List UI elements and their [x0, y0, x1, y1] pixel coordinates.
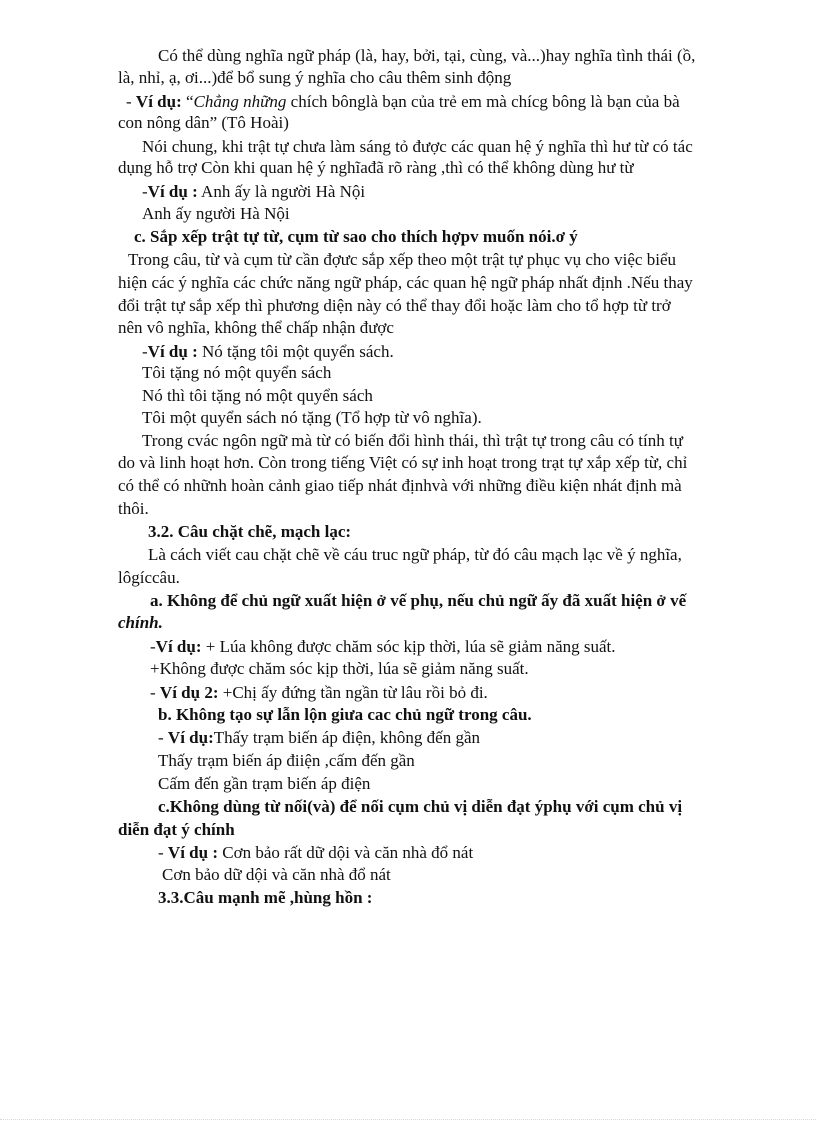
subsection-heading: chính.: [118, 613, 163, 632]
example-line: Anh ấy người Hà Nội: [142, 204, 290, 223]
example-line: [142, 182, 365, 202]
example-label: Ví dụ:: [155, 637, 202, 656]
subsection-heading: b. Không tạo sự lẫn lộn giưa cac chủ ngữ trong câu.: [158, 705, 532, 724]
paragraph-line: hiện các ý nghĩa các chức năng ngữ pháp, các quan hệ ngữ pháp nhất định .Nếu thay: [118, 273, 693, 292]
example-text: Anh ấy là người Hà Nội: [197, 182, 366, 201]
dash: -: [158, 728, 168, 747]
example-line: [126, 92, 680, 112]
example-label: Ví dụ:: [135, 92, 182, 111]
subsection-heading: diễn đạt ý chính: [118, 820, 235, 839]
example-text: Thấy trạm biến áp điện, không đến gần: [213, 728, 481, 747]
example-line: +Không được chăm sóc kịp thời, lúa sẽ giảm năng suất.: [150, 659, 529, 678]
paragraph-line: con nông dân” (Tô Hoài): [118, 113, 289, 132]
example-text: Nó tặng tôi một quyển sách.: [197, 342, 394, 361]
section-heading: 3.3.Câu mạnh mẽ ,hùng hồn :: [158, 888, 373, 907]
example-text: Cơn bảo rất dữ dội và căn nhà đổ nát: [218, 843, 474, 862]
paragraph-line: là, nhỉ, ạ, ơi...)để bổ sung ý nghĩa cho câu thêm sinh động: [118, 68, 512, 87]
paragraph-line: nên vô nghĩa, không thể chấp nhận được: [118, 318, 394, 337]
example-line: Thấy trạm biến áp điiện ,cấm đến gần: [158, 751, 415, 770]
example-label: Ví dụ:: [167, 728, 214, 747]
dash: -: [142, 182, 148, 201]
paragraph-line: dụng hỗ trợ Còn khi quan hệ ý nghĩađã rõ ràng ,thì có thể không dùng hư từ: [118, 158, 634, 177]
example-line: Tôi một quyển sách nó tặng (Tổ hợp từ vô nghĩa).: [142, 408, 482, 427]
dash: -: [126, 92, 136, 111]
example-line: [150, 683, 488, 703]
subsection-heading: a. Không để chủ ngữ xuất hiện ở vế phụ, nếu chủ ngữ ấy đã xuất hiện ở vế: [150, 591, 687, 610]
example-text: + Lúa không được chăm sóc kịp thời, lúa sẽ giảm năng suất.: [201, 637, 616, 656]
example-label: Ví dụ :: [147, 182, 198, 201]
section-heading: c. Sắp xếp trật tự từ, cụm từ sao cho thích hợpv muốn nói.ơ ý: [134, 227, 578, 246]
example-line: Tôi tặng nó một quyển sách: [142, 363, 332, 382]
example-line: [158, 728, 480, 748]
dash: -: [150, 683, 160, 702]
example-line: [158, 843, 473, 863]
paragraph-line: Có thể dùng nghĩa ngữ pháp (là, hay, bởi, tại, cùng, và...)hay nghĩa tình thái (ồ,: [158, 46, 696, 65]
subsection-heading: c.Không dùng từ nối(và) để nối cụm chủ vị diễn đạt ýphụ với cụm chủ vị: [158, 797, 683, 816]
paragraph-line: Là cách viết cau chặt chẽ về cáu truc ngữ pháp, từ đó câu mạch lạc về ý nghĩa,: [148, 545, 682, 564]
example-line: Nó thì tôi tặng nó một quyển sách: [142, 386, 373, 405]
page-bottom-divider: [0, 1119, 816, 1120]
example-label: Ví dụ :: [147, 342, 198, 361]
paragraph-line: thôi.: [118, 499, 149, 518]
dash: -: [150, 637, 156, 656]
section-heading: 3.2. Câu chặt chẽ, mạch lạc:: [148, 522, 352, 541]
paragraph-line: Nói chung, khi trật tự chưa làm sáng tỏ được các quan hệ ý nghĩa thì hư từ có tác: [142, 137, 693, 156]
dash: -: [158, 843, 168, 862]
example-label: Ví dụ :: [167, 843, 218, 862]
paragraph-line: Trong cvác ngôn ngữ mà từ có biến đổi hình thái, thì trật tự trong câu có tính tự: [142, 431, 683, 450]
example-text: chích bônglà bạn của trẻ em mà chícg bông là bạn của bà: [286, 92, 680, 111]
paragraph-line: Trong câu, từ và cụm từ cần đợưc sắp xếp theo một trật tự phục vụ cho việc biểu: [128, 250, 677, 269]
example-label: Ví dụ 2:: [159, 683, 219, 702]
dash: -: [142, 342, 148, 361]
example-text: +Chị ấy đứng tần ngần từ lâu rồi bỏ đi.: [218, 683, 488, 702]
italic-phrase: Chẳng những: [193, 92, 287, 111]
example-line: [150, 637, 616, 657]
paragraph-line: đổi trật tự sắp xếp thì phương diện này có thể thay đổi hoặc làm cho tổ hợp từ trở: [118, 296, 671, 315]
example-line: Cơn bảo dữ dội và căn nhà đổ nát: [162, 865, 391, 884]
example-line: [142, 342, 394, 362]
example-line: Cấm đến gần trạm biến áp điện: [158, 774, 371, 793]
paragraph-line: lôgíccâu.: [118, 568, 180, 587]
paragraph-line: do và linh hoạt hơn. Còn trong tiếng Việt có sự inh hoạt trong trạt tự xắp xếp từ, chỉ: [118, 453, 688, 472]
quote-open: “: [181, 92, 194, 111]
paragraph-line: có thể có nhữnh hoàn cảnh giao tiếp nhát địnhvà với những điều kiện nhát định mà: [118, 476, 682, 495]
